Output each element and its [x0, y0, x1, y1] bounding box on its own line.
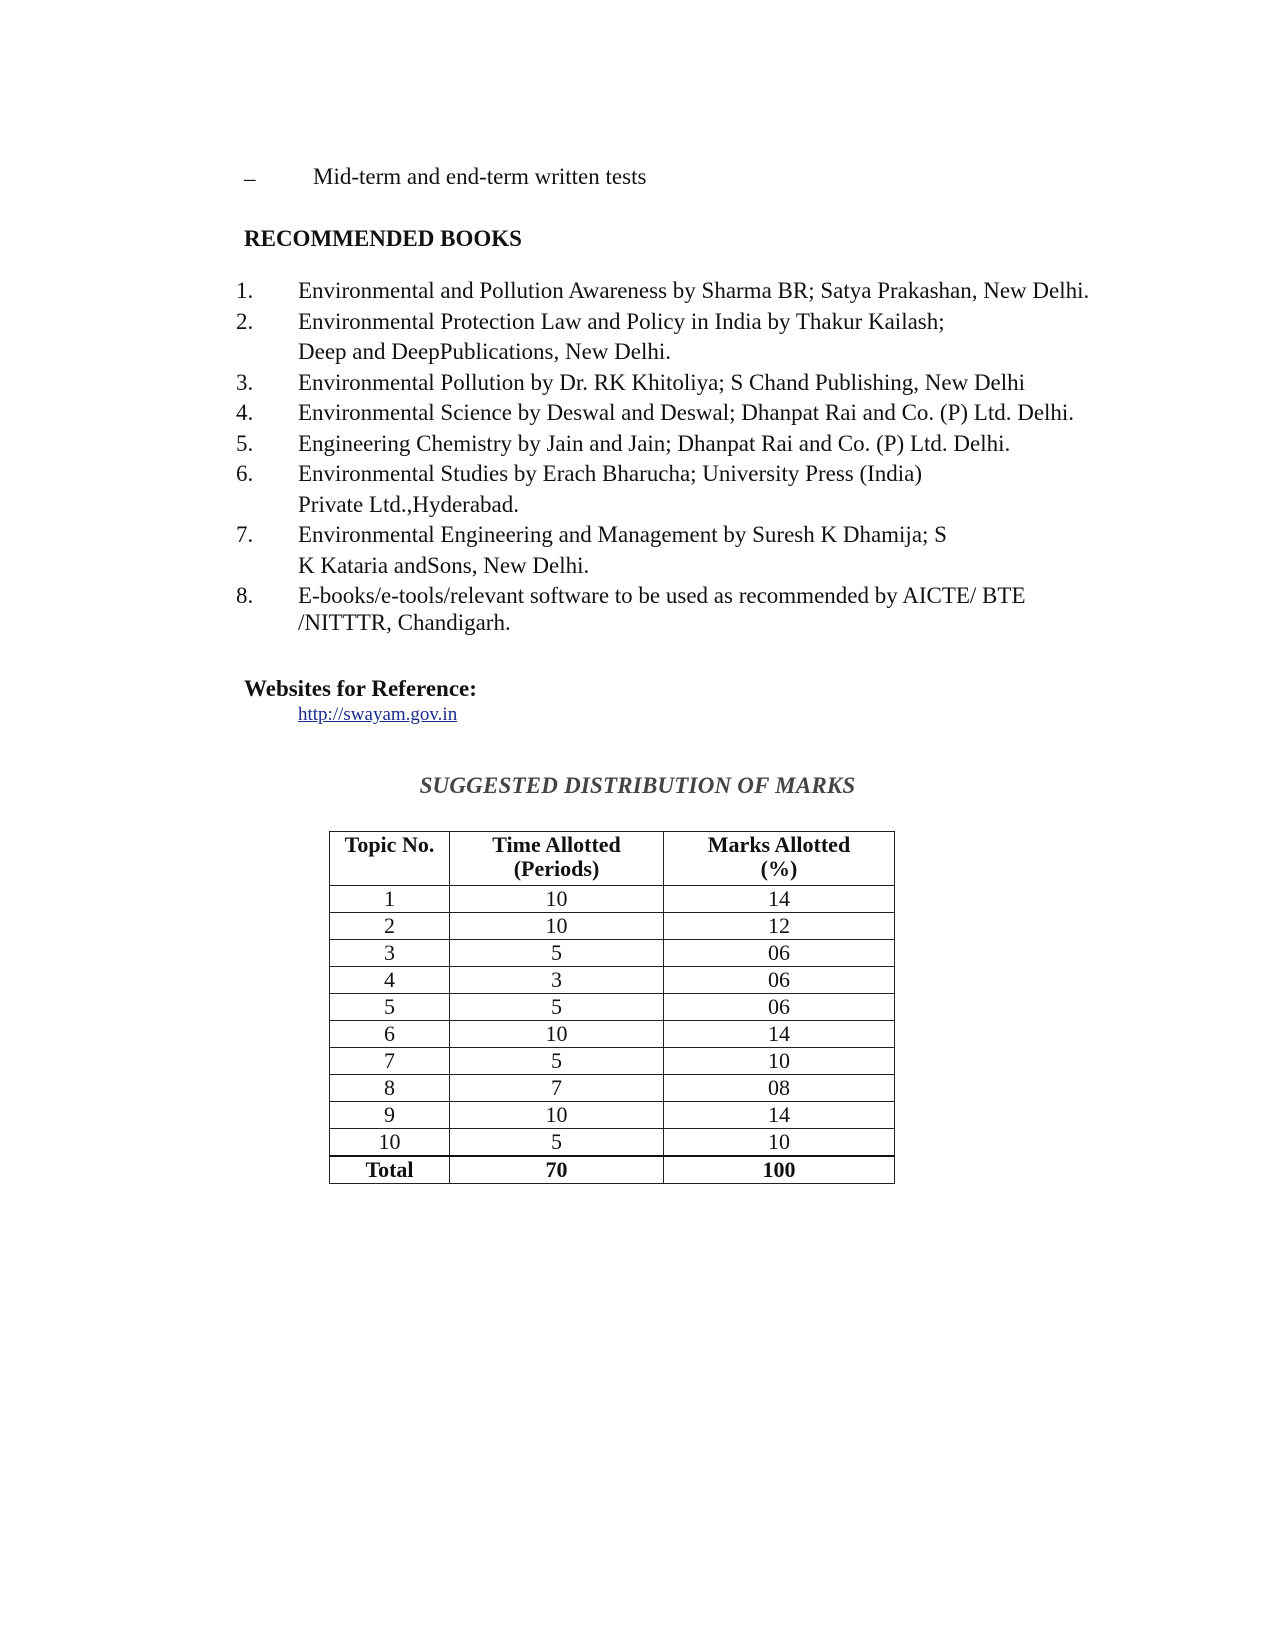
book-number: 8. — [236, 583, 254, 608]
cell-marks-allotted: 08 — [664, 1075, 895, 1102]
cell-topic-no: 9 — [330, 1102, 450, 1129]
header-time-allotted: Time Allotted (Periods) — [450, 832, 664, 886]
book-entry-line: Environmental and Pollution Awareness by Sharma BR; Satya Prakashan, New Delhi. — [298, 278, 1090, 303]
cell-topic-no: 3 — [330, 940, 450, 967]
book-number: 3. — [236, 369, 254, 395]
total-marks-allotted: 100 — [664, 1156, 895, 1184]
marks-distribution-table — [329, 831, 895, 1184]
cell-time-allotted: 5 — [450, 1048, 664, 1075]
cell-marks-allotted: 06 — [664, 940, 895, 967]
table-row — [330, 1075, 895, 1102]
total-label: Total — [330, 1156, 450, 1184]
book-number: 7. — [236, 522, 254, 547]
recommended-books-heading: RECOMMENDED BOOKS — [244, 226, 522, 251]
table-row — [330, 940, 895, 967]
table-row — [330, 967, 895, 994]
cell-marks-allotted: 14 — [664, 886, 895, 913]
book-number: 4. — [236, 400, 254, 425]
bullet-dash: – — [244, 166, 256, 191]
book-entry-line: Environmental Engineering and Management by Suresh K Dhamija; S — [298, 522, 947, 547]
table-total-row — [330, 1156, 895, 1184]
cell-topic-no: 7 — [330, 1048, 450, 1075]
book-number: 6. — [236, 461, 254, 486]
cell-marks-allotted: 10 — [664, 1048, 895, 1075]
table-row — [330, 1048, 895, 1075]
header-topic-no: Topic No. — [330, 832, 450, 886]
book-entry-line: Environmental Science by Deswal and Deswal; Dhanpat Rai and Co. (P) Ltd. Delhi. — [298, 400, 1075, 425]
cell-marks-allotted: 10 — [664, 1129, 895, 1157]
book-entry-line: /NITTTR, Chandigarh. — [298, 609, 511, 635]
cell-time-allotted: 10 — [450, 1102, 664, 1129]
cell-topic-no: 4 — [330, 967, 450, 994]
marks-table-title: SUGGESTED DISTRIBUTION OF MARKS — [419, 773, 856, 798]
cell-time-allotted: 10 — [450, 886, 664, 913]
total-time-allotted: 70 — [450, 1156, 664, 1184]
book-entry-line: Environmental Protection Law and Policy in India by Thakur Kailash; — [298, 308, 945, 334]
cell-topic-no: 1 — [330, 886, 450, 913]
cell-topic-no: 6 — [330, 1021, 450, 1048]
book-entry-line: Environmental Studies by Erach Bharucha; University Press (India) — [298, 461, 923, 486]
cell-marks-allotted: 12 — [664, 913, 895, 940]
book-entry-line: K Kataria andSons, New Delhi. — [298, 552, 590, 578]
cell-time-allotted: 10 — [450, 913, 664, 940]
cell-marks-allotted: 06 — [664, 967, 895, 994]
book-number: 2. — [236, 308, 254, 334]
header-marks-allotted: Marks Allotted (%) — [664, 832, 895, 886]
book-entry-line: E-books/e-tools/relevant software to be used as recommended by AICTE/ BTE — [298, 583, 1026, 608]
cell-time-allotted: 5 — [450, 994, 664, 1021]
recommended-books-list — [0, 0, 1275, 700]
swayam-link[interactable]: http://swayam.gov.in — [298, 704, 458, 725]
cell-topic-no: 10 — [330, 1129, 450, 1157]
table-row — [330, 1021, 895, 1048]
cell-marks-allotted: 06 — [664, 994, 895, 1021]
table-row — [330, 913, 895, 940]
book-entry-line: Private Ltd.,Hyderabad. — [298, 491, 519, 517]
cell-marks-allotted: 14 — [664, 1102, 895, 1129]
cell-time-allotted: 10 — [450, 1021, 664, 1048]
cell-time-allotted: 5 — [450, 1129, 664, 1157]
cell-topic-no: 2 — [330, 913, 450, 940]
book-entry-line: Engineering Chemistry by Jain and Jain; Dhanpat Rai and Co. (P) Ltd. Delhi. — [298, 430, 1011, 456]
cell-time-allotted: 3 — [450, 967, 664, 994]
table-row — [330, 886, 895, 913]
book-number: 5. — [236, 430, 254, 456]
table-row — [330, 994, 895, 1021]
cell-marks-allotted: 14 — [664, 1021, 895, 1048]
websites-heading: Websites for Reference: — [244, 676, 477, 701]
cell-topic-no: 8 — [330, 1075, 450, 1102]
book-entry-line: Environmental Pollution by Dr. RK Khitoliya; S Chand Publishing, New Delhi — [298, 369, 1026, 395]
book-entry-line: Deep and DeepPublications, New Delhi. — [298, 339, 672, 364]
cell-time-allotted: 7 — [450, 1075, 664, 1102]
cell-topic-no: 5 — [330, 994, 450, 1021]
cell-time-allotted: 5 — [450, 940, 664, 967]
table-header-row — [330, 832, 895, 886]
book-number: 1. — [236, 278, 254, 303]
assessment-item: Mid-term and end-term written tests — [313, 164, 647, 189]
table-row — [330, 1102, 895, 1129]
table-row — [330, 1129, 895, 1157]
